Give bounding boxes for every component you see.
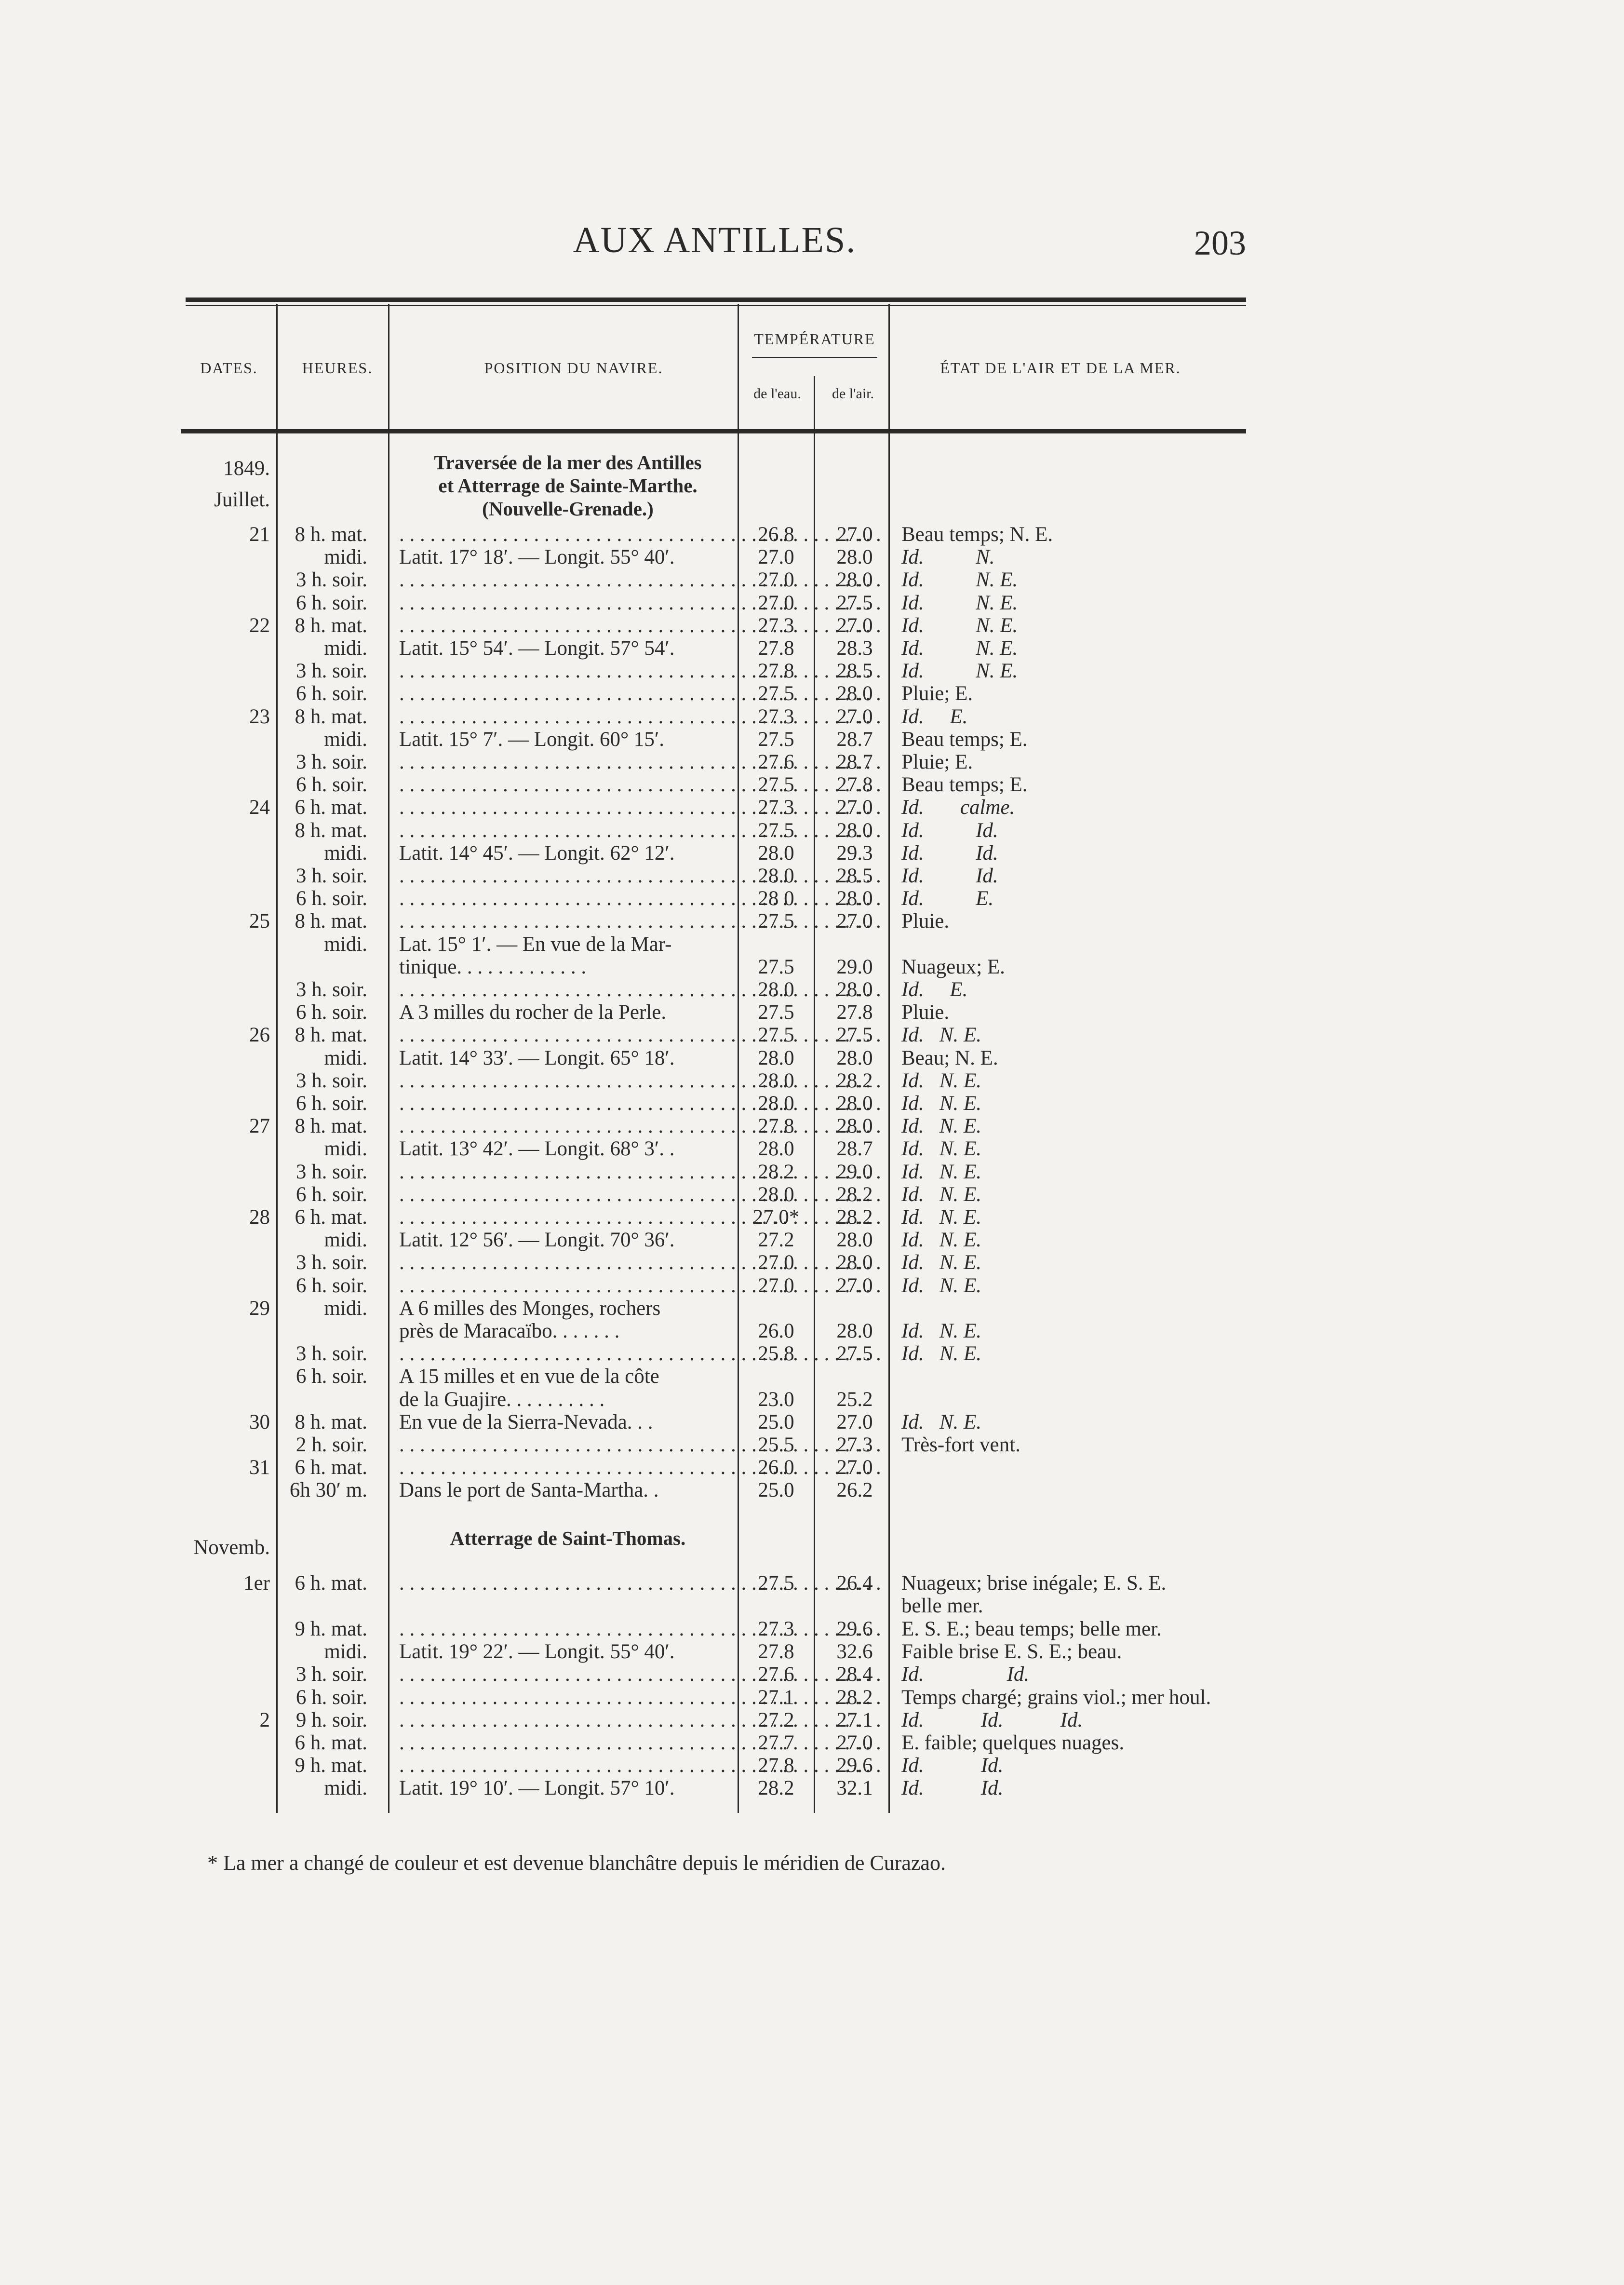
temp-air-cell: 28.3 <box>836 637 873 660</box>
temp-air-cell: 29.0 <box>836 955 873 978</box>
state-cell: Id. Id. <box>901 865 998 887</box>
hour-text: 2 h. soir. <box>295 1433 367 1456</box>
temp-water-cell: 27.6 <box>758 751 794 773</box>
hour-text: 8 h. mat. <box>295 705 367 728</box>
header-air: de l'air. <box>832 386 874 402</box>
header-dates: DATES. <box>200 359 258 377</box>
date-cell: 27 <box>249 1115 270 1138</box>
position-cell: A 6 milles des Monges, rochers <box>399 1297 661 1320</box>
temp-air-cell: 28.0 <box>836 1115 873 1138</box>
temp-air-cell: 27.0 <box>836 614 873 637</box>
state-cell: belle mer. <box>901 1595 983 1618</box>
state-cell: Faible brise E. S. E.; beau. <box>901 1640 1122 1663</box>
vrule-dates <box>276 304 278 1813</box>
header-position: POSITION DU NAVIRE. <box>484 359 663 377</box>
state-cell: Id. N. E. <box>901 1115 982 1138</box>
temperature-brace <box>752 357 877 358</box>
temp-water-cell: 27.0 <box>758 1251 794 1274</box>
date-cell: 26 <box>249 1024 270 1047</box>
hour-text: midi. <box>324 1777 367 1800</box>
hour-text: 3 h. soir. <box>295 1251 367 1274</box>
temp-air-cell: 28.0 <box>836 1251 873 1274</box>
temp-water-cell: 25.0 <box>758 1410 794 1433</box>
hour-text: 8 h. mat. <box>295 910 367 933</box>
hour-text: midi. <box>324 933 367 956</box>
state-cell: Très-fort vent. <box>901 1433 1020 1456</box>
position-cell: Latit. 17° 18′. — Longit. 55° 40′. <box>399 546 675 569</box>
hour-text: 8 h. mat. <box>295 1410 367 1433</box>
state-cell: Pluie; E. <box>901 751 973 773</box>
temp-air-cell: 27.5 <box>836 591 873 614</box>
temp-water-cell: 28.0 <box>758 1137 794 1161</box>
temp-air-cell: 28.0 <box>836 568 873 592</box>
hour-text: midi. <box>324 1229 367 1252</box>
temp-air-cell: 27.0 <box>836 910 873 933</box>
temp-water-cell: 26.0 <box>758 1320 794 1342</box>
temp-air-cell: 29.3 <box>836 841 873 865</box>
temp-water-cell: 27.6 <box>758 1663 794 1686</box>
hour-text: 8 h. mat. <box>295 614 367 637</box>
hour-text: 6 h. soir. <box>295 682 367 705</box>
header-etat: ÉTAT DE L'AIR ET DE LA MER. <box>940 359 1181 377</box>
temp-air-cell: 28.0 <box>836 887 873 910</box>
section-title-line-3: (Nouvelle-Grenade.) <box>482 498 654 520</box>
temp-water-cell: 27.3 <box>758 796 794 819</box>
position-cell: A 3 milles du rocher de la Perle. <box>399 1001 667 1024</box>
temp-water-cell: 27.3 <box>758 1618 794 1640</box>
hour-text: 6 h. mat. <box>295 1572 367 1595</box>
state-cell: Id. N. E. <box>901 568 1018 592</box>
date-cell: 29 <box>249 1297 270 1320</box>
temp-water-cell: 23.0 <box>758 1388 794 1411</box>
hour-text: midi. <box>324 1137 367 1161</box>
temp-air-cell: 28.0 <box>836 1229 873 1252</box>
top-rule-thick <box>186 297 1246 302</box>
section-title-line-2: et Atterrage de Sainte-Marthe. <box>438 474 698 497</box>
state-cell: Id. N. E. <box>901 1251 982 1274</box>
position-cell: de la Guajire. . . . . . . . . . <box>399 1388 605 1411</box>
header-temperature: TEMPÉRATURE <box>754 330 875 348</box>
date-cell: 24 <box>249 796 270 819</box>
position-cell: Latit. 13° 42′. — Longit. 68° 3′. . <box>399 1137 675 1161</box>
temp-water-cell: 25.5 <box>758 1433 794 1456</box>
temp-water-cell: 28.0 <box>758 1069 794 1092</box>
temp-water-cell: 27.7 <box>758 1731 794 1754</box>
temp-air-cell: 28.0 <box>836 546 873 569</box>
state-cell: Id. N. E. <box>901 1274 982 1297</box>
temp-air-cell: 28.0 <box>836 978 873 1001</box>
header-rule-thick <box>181 429 1246 433</box>
state-cell: Pluie. <box>901 910 950 933</box>
footnote: * La mer a changé de couleur et est devenue blanchâtre depuis le méridien de Curazao. <box>207 1851 946 1875</box>
temp-air-cell: 27.0 <box>836 1274 873 1297</box>
state-cell: Id. Id. <box>901 1754 1004 1777</box>
temp-air-cell: 28.2 <box>836 1686 873 1709</box>
hour-text: 6 h. mat. <box>295 1456 367 1479</box>
hour-text: midi. <box>324 1640 367 1663</box>
temp-air-cell: 28.0 <box>836 1092 873 1115</box>
hour-text: 9 h. mat. <box>295 1754 367 1777</box>
position-cell: Latit. 15° 54′. — Longit. 57° 54′. <box>399 637 675 660</box>
state-cell: Id. N. E. <box>901 660 1018 683</box>
temp-water-cell: 27.8 <box>758 1640 794 1663</box>
temp-air-cell: 28.5 <box>836 865 873 887</box>
hour-text: 9 h. soir. <box>295 1708 367 1731</box>
temp-air-cell: 27.0 <box>836 1410 873 1433</box>
state-cell: Id. N. E. <box>901 1069 982 1092</box>
temp-air-cell: 27.1 <box>836 1708 873 1731</box>
running-title: AUX ANTILLES. <box>573 220 857 260</box>
state-cell: Id. N. E. <box>901 1137 982 1161</box>
temp-air-cell: 27.0 <box>836 1456 873 1479</box>
temp-air-cell: 28.0 <box>836 1320 873 1342</box>
position-cell: Latit. 14° 45′. — Longit. 62° 12′. <box>399 841 675 865</box>
state-cell: Id. N. E. <box>901 614 1018 637</box>
section-title-line: Atterrage de Saint-Thomas. <box>450 1527 686 1549</box>
temp-water-cell: 28.2 <box>758 1160 794 1183</box>
state-cell: Id. N. E. <box>901 1410 982 1433</box>
temp-air-cell: 28.0 <box>836 819 873 842</box>
temp-air-cell: 27.0 <box>836 796 873 819</box>
hour-text: 3 h. soir. <box>295 660 367 683</box>
temp-water-cell: 27.5 <box>758 910 794 933</box>
position-cell: Latit. 12° 56′. — Longit. 70° 36′. <box>399 1229 675 1252</box>
header-eau: de l'eau. <box>753 386 801 402</box>
temp-water-cell: 28.0 <box>758 841 794 865</box>
date-cell: 22 <box>249 614 270 637</box>
state-cell: Nuageux; brise inégale; E. S. E. <box>901 1572 1167 1595</box>
temp-water-cell: 27.8 <box>758 1754 794 1777</box>
temp-water-cell: 28.0 <box>758 865 794 887</box>
hour-text: midi. <box>324 1297 367 1320</box>
hour-text: 6 h. soir. <box>295 1183 367 1206</box>
hour-text: 6 h. soir. <box>295 1365 367 1388</box>
hour-text: 6 h. soir. <box>295 1274 367 1297</box>
temp-water-cell: 27.5 <box>758 1001 794 1024</box>
temp-air-cell: 26.4 <box>836 1572 873 1595</box>
page-header <box>183 219 1246 282</box>
state-cell: Beau temps; E. <box>901 728 1028 751</box>
temp-water-cell: 27.0 <box>758 591 794 614</box>
date-cell: 30 <box>249 1410 270 1433</box>
hour-text: midi. <box>324 1046 367 1069</box>
temp-water-cell: 27.5 <box>758 728 794 751</box>
date-cell: 1er <box>243 1572 270 1595</box>
hour-text: 3 h. soir. <box>295 1160 367 1183</box>
temp-water-cell: 28.0 <box>758 1092 794 1115</box>
hour-text: 6 h. soir. <box>295 1686 367 1709</box>
state-cell: Id. N. <box>901 546 995 569</box>
temp-water-cell: 27.8 <box>758 660 794 683</box>
date-cell: 23 <box>249 705 270 728</box>
hour-text: 9 h. mat. <box>295 1618 367 1640</box>
state-cell: Id. Id. <box>901 1663 1030 1686</box>
position-cell: près de Maracaïbo. . . . . . . <box>399 1320 620 1342</box>
temp-water-cell: 28.0 <box>758 1183 794 1206</box>
state-cell: Beau temps; N. E. <box>901 523 1053 546</box>
temp-air-cell: 27.5 <box>836 1024 873 1047</box>
state-cell: E. S. E.; beau temps; belle mer. <box>901 1618 1162 1640</box>
temp-water-cell: 27.1 <box>758 1686 794 1709</box>
state-cell: Id. N. E. <box>901 1206 982 1229</box>
state-cell: Id. N. E. <box>901 1320 982 1342</box>
hour-text: 3 h. soir. <box>295 751 367 773</box>
state-cell: Temps chargé; grains viol.; mer houl. <box>901 1686 1211 1709</box>
year: 1849. <box>223 457 270 480</box>
temp-water-cell: 28.2 <box>758 1777 794 1800</box>
section-title-line-1: Traversée de la mer des Antilles <box>434 451 702 473</box>
temp-air-cell: 28.0 <box>836 682 873 705</box>
temp-water-cell: 27.5 <box>758 819 794 842</box>
temp-water-cell: 27.5 <box>758 682 794 705</box>
state-cell: Id. N. E. <box>901 1092 982 1115</box>
position-cell: Latit. 15° 7′. — Longit. 60° 15′. <box>399 728 665 751</box>
hour-text: 3 h. soir. <box>295 568 367 592</box>
temp-air-cell: 28.0 <box>836 1046 873 1069</box>
temp-water-cell: 27.3 <box>758 614 794 637</box>
hour-text: 6 h. soir. <box>295 773 367 797</box>
position-cell: A 15 milles et en vue de la côte <box>399 1365 659 1388</box>
state-cell: Id. N. E. <box>901 1229 982 1252</box>
temp-water-cell: 27.8 <box>758 637 794 660</box>
temp-air-cell: 27.8 <box>836 1001 873 1024</box>
temp-water-cell: 26.0 <box>758 1456 794 1479</box>
hour-text: 6h 30′ m. <box>289 1479 367 1502</box>
date-cell: 28 <box>249 1206 270 1229</box>
date-cell: 31 <box>249 1456 270 1479</box>
temp-water-cell: 27.5 <box>758 1024 794 1047</box>
temp-water-cell: 28.0 <box>758 1046 794 1069</box>
temp-air-cell: 29.6 <box>836 1754 873 1777</box>
hour-text: 3 h. soir. <box>295 978 367 1001</box>
hour-text: 6 h. mat. <box>295 1206 367 1229</box>
temp-water-cell: 27.2 <box>758 1229 794 1252</box>
temp-water-cell: 28.0 <box>758 978 794 1001</box>
state-cell: Id. N. E. <box>901 1160 982 1183</box>
temp-air-cell: 28.2 <box>836 1069 873 1092</box>
hour-text: 3 h. soir. <box>295 1342 367 1366</box>
hour-text: 8 h. mat. <box>295 1024 367 1047</box>
hour-text: 8 h. mat. <box>295 523 367 546</box>
state-cell: Id. Id. <box>901 1777 1004 1800</box>
temp-water-cell: 27.5 <box>758 773 794 797</box>
temp-air-cell: 29.6 <box>836 1618 873 1640</box>
temp-air-cell: 25.2 <box>836 1388 873 1411</box>
state-cell: Id. calme. <box>901 796 1015 819</box>
hour-text: 3 h. soir. <box>295 865 367 887</box>
temp-water-cell: 27.0* <box>752 1206 800 1229</box>
state-cell: Id. N. E. <box>901 1183 982 1206</box>
state-cell: Id. N. E. <box>901 637 1018 660</box>
hour-text: 3 h. soir. <box>295 1663 367 1686</box>
position-cell: tinique. . . . . . . . . . . . . <box>399 955 587 978</box>
page-number: 203 <box>1194 224 1246 262</box>
temp-water-cell: 27.5 <box>758 955 794 978</box>
temp-air-cell: 26.2 <box>836 1479 873 1502</box>
temp-air-cell: 27.0 <box>836 705 873 728</box>
temp-air-cell: 28.5 <box>836 660 873 683</box>
hour-text: 6 h. mat. <box>295 796 367 819</box>
state-cell: Beau; N. E. <box>901 1046 998 1069</box>
temp-water-cell: 28 0 <box>758 887 794 910</box>
state-cell: Nuageux; E. <box>901 955 1005 978</box>
hour-text: midi. <box>324 637 367 660</box>
temp-water-cell: 26.8 <box>758 523 794 546</box>
temp-air-cell: 28.7 <box>836 728 873 751</box>
month-label: Juillet. <box>214 488 270 511</box>
state-cell: Id. E. <box>901 978 968 1001</box>
top-rule-thin <box>186 305 1246 306</box>
position-cell: Lat. 15° 1′. — En vue de la Mar- <box>399 933 672 956</box>
position-cell: En vue de la Sierra-Nevada. . . <box>399 1410 653 1433</box>
date-cell: 25 <box>249 910 270 933</box>
temp-air-cell: 32.6 <box>836 1640 873 1663</box>
hour-text: 6 h. soir. <box>295 591 367 614</box>
temp-water-cell: 27.2 <box>758 1708 794 1731</box>
temp-air-cell: 28.7 <box>836 1137 873 1161</box>
position-cell: Latit. 19° 22′. — Longit. 55° 40′. <box>399 1640 675 1663</box>
temp-water-cell: 25.8 <box>758 1342 794 1366</box>
hour-text: 8 h. mat. <box>295 819 367 842</box>
position-cell: Latit. 19° 10′. — Longit. 57° 10′. <box>399 1777 675 1800</box>
temp-water-cell: 27.8 <box>758 1115 794 1138</box>
temp-air-cell: 27.5 <box>836 1342 873 1366</box>
temp-air-cell: 28.7 <box>836 751 873 773</box>
state-cell: Id. N. E. <box>901 1024 982 1047</box>
position-cell: Dans le port de Santa-Martha. . <box>399 1479 659 1502</box>
state-cell: Id. N. E. <box>901 1342 982 1366</box>
temp-water-cell: 27.5 <box>758 1572 794 1595</box>
temp-water-cell: 27.0 <box>758 546 794 569</box>
state-cell: Beau temps; E. <box>901 773 1028 797</box>
hour-text: midi. <box>324 728 367 751</box>
temp-water-cell: 27.0 <box>758 568 794 592</box>
position-cell: Latit. 14° 33′. — Longit. 65° 18′. <box>399 1046 675 1069</box>
state-cell: Id. Id. Id. <box>901 1708 1083 1731</box>
hour-text: midi. <box>324 546 367 569</box>
hour-text: 6 h. soir. <box>295 1092 367 1115</box>
temp-air-cell: 27.0 <box>836 523 873 546</box>
hour-text: 8 h. mat. <box>295 1115 367 1138</box>
state-cell: Id. E. <box>901 705 968 728</box>
state-cell: E. faible; quelques nuages. <box>901 1731 1125 1754</box>
hour-text: 6 h. soir. <box>295 1001 367 1024</box>
temp-air-cell: 32.1 <box>836 1777 873 1800</box>
state-cell: Id. E. <box>901 887 994 910</box>
temp-air-cell: 28.4 <box>836 1663 873 1686</box>
state-cell: Id. Id. <box>901 819 998 842</box>
temp-air-cell: 28.2 <box>836 1183 873 1206</box>
hour-text: 6 h. soir. <box>295 887 367 910</box>
state-cell: Pluie; E. <box>901 682 973 705</box>
hour-text: midi. <box>324 841 367 865</box>
date-cell: 21 <box>249 523 270 546</box>
temp-air-cell: 29.0 <box>836 1160 873 1183</box>
temp-air-cell: 27.3 <box>836 1433 873 1456</box>
temp-air-cell: 27.0 <box>836 1731 873 1754</box>
state-cell: Id. Id. <box>901 841 998 865</box>
temp-water-cell: 27.3 <box>758 705 794 728</box>
temp-water-cell: 27.0 <box>758 1274 794 1297</box>
date-cell: 2 <box>259 1708 270 1731</box>
state-cell: Id. N. E. <box>901 591 1018 614</box>
temp-air-cell: 27.8 <box>836 773 873 797</box>
temp-air-cell: 28.2 <box>836 1206 873 1229</box>
hour-text: 6 h. mat. <box>295 1731 367 1754</box>
state-cell: Pluie. <box>901 1001 950 1024</box>
header-heures: HEURES. <box>302 359 373 377</box>
temp-water-cell: 25.0 <box>758 1479 794 1502</box>
hour-text: 3 h. soir. <box>295 1069 367 1092</box>
month-label: Novemb. <box>193 1536 270 1559</box>
